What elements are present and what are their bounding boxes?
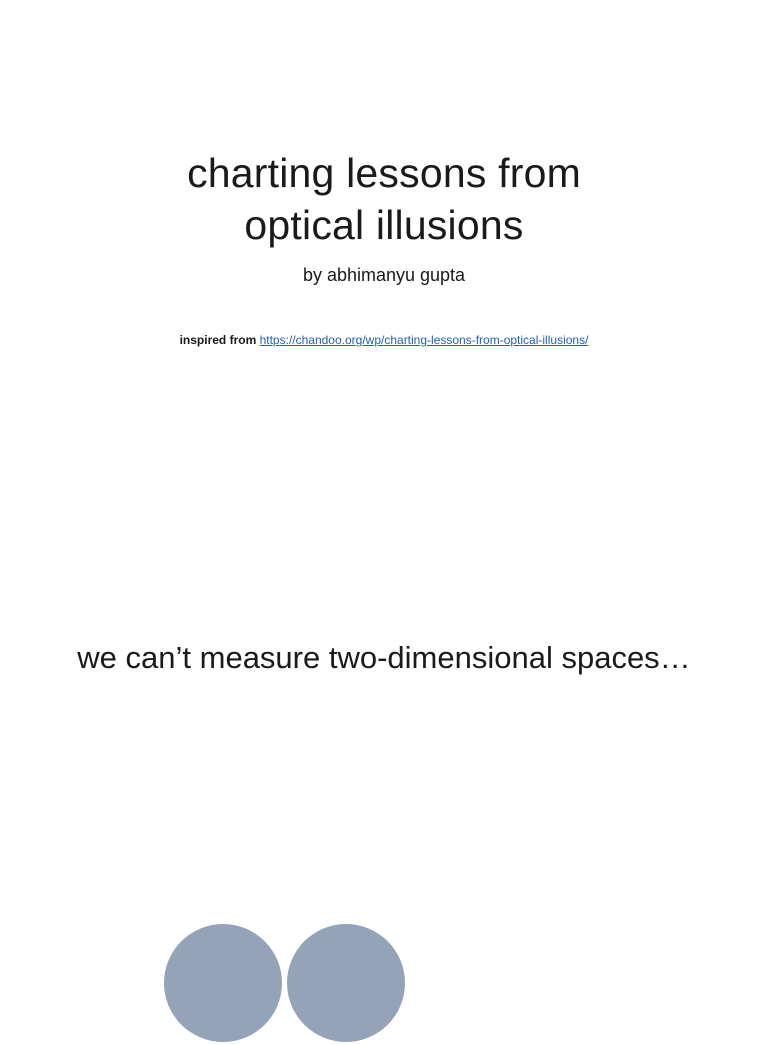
- title-line-2: optical illusions: [244, 202, 524, 249]
- author-byline: by abhimanyu gupta: [302, 265, 466, 285]
- circle-left: [164, 924, 282, 1042]
- source-prefix: inspired from: [179, 333, 257, 347]
- source-attribution: [0, 332, 768, 348]
- circle-pair: [164, 924, 424, 1044]
- slide-heading: we can’t measure two-dimensional spaces…: [77, 640, 691, 675]
- source-link[interactable]: https://chandoo.org/wp/charting-lessons-from-optical-illusions/: [259, 333, 589, 347]
- circle-right: [287, 924, 405, 1042]
- page-title: [0, 147, 768, 251]
- slide-measurement: [0, 560, 768, 1024]
- title-line-1: charting lessons from: [187, 150, 581, 197]
